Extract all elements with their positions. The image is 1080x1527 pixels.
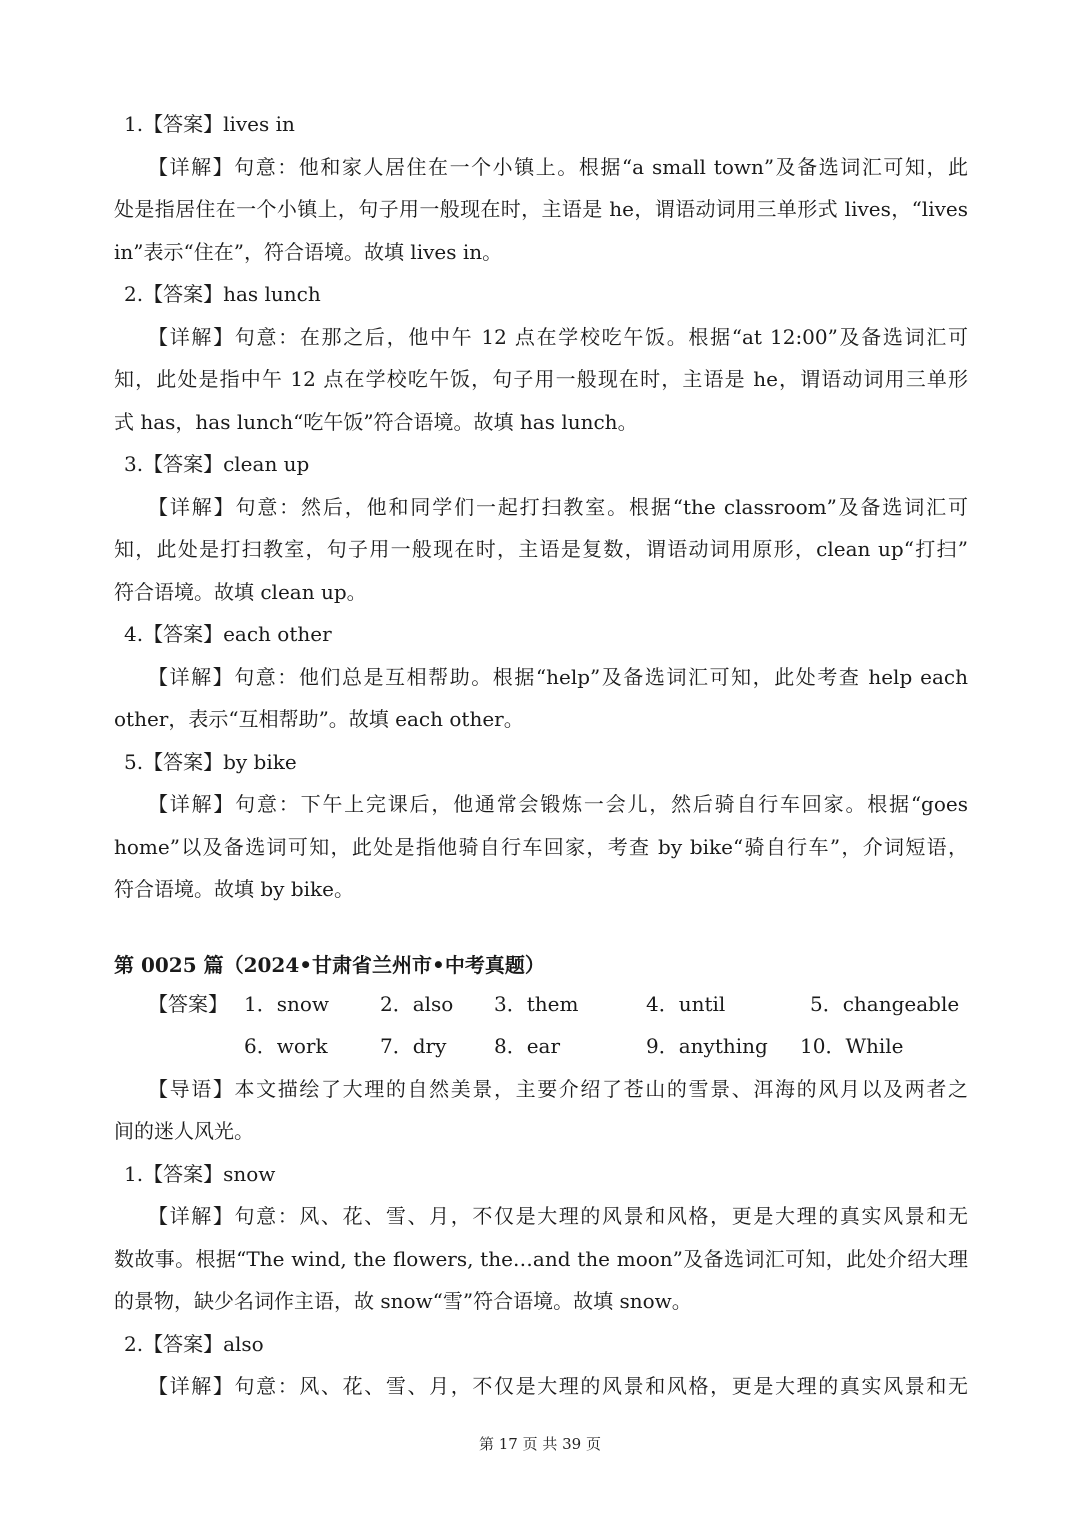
answer-key-item: 2．also	[380, 992, 454, 1016]
text-line: 5.【答案】by bike	[124, 750, 297, 774]
text-line: 2.【答案】has lunch	[124, 282, 321, 306]
text-line: 式 has，has lunch“吃午饭”符合语境。故填 has lunch。	[114, 410, 638, 434]
text-line: 【详解】句意：下午上完课后，他通常会锻炼一会儿，然后骑自行车回家。根据“goes	[148, 792, 968, 816]
answer-key-item: 7．dry	[380, 1034, 447, 1058]
text-line: 1.【答案】snow	[124, 1162, 276, 1186]
text-line: 知，此处是打扫教室，句子用一般现在时，主语是复数，谓语动词用原形，clean up“打扫”	[114, 537, 968, 561]
text-line: 符合语境。故填 clean up。	[114, 580, 367, 604]
text-line: other，表示“互相帮助”。故填 each other。	[114, 707, 524, 731]
text-line: 【详解】句意：风、花、雪、月，不仅是大理的风景和风格，更是大理的真实风景和无	[148, 1374, 968, 1398]
answer-key-item: 4．until	[646, 992, 726, 1016]
text-line: 知，此处是指中午 12 点在学校吃午饭，句子用一般现在时，主语是 he，谓语动词用三单形	[114, 367, 968, 391]
text-line: 4.【答案】each other	[124, 622, 332, 646]
text-line: 的景物，缺少名词作主语，故 snow“雪”符合语境。故填 snow。	[114, 1289, 692, 1313]
answer-key-label: 【答案】	[148, 992, 228, 1016]
text-line: in”表示“住在”，符合语境。故填 lives in。	[114, 240, 503, 264]
text-line: 【详解】句意：风、花、雪、月，不仅是大理的风景和风格，更是大理的真实风景和无	[148, 1204, 968, 1228]
answer-key-item: 6．work	[244, 1034, 328, 1058]
text-line: 【详解】句意：他和家人居住在一个小镇上。根据“a small town”及备选词汇可知，此	[148, 155, 968, 179]
text-line: 处是指居住在一个小镇上，句子用一般现在时，主语是 he，谓语动词用三单形式 lives，“lives	[114, 197, 968, 221]
text-line: 2.【答案】also	[124, 1332, 264, 1356]
text-line: 【详解】句意：在那之后，他中午 12 点在学校吃午饭。根据“at 12:00”及备选词汇可	[148, 325, 968, 349]
section-title: 第 0025 篇（2024•甘肃省兰州市•中考真题）	[114, 953, 545, 977]
text-line: home”以及备选词可知，此处是指他骑自行车回家，考查 by bike“骑自行车”，介词短语，	[114, 835, 968, 859]
answer-key-item: 10．While	[800, 1034, 904, 1058]
page-footer: 第 17 页 共 39 页	[478, 1435, 601, 1453]
answer-key-item: 1．snow	[244, 992, 330, 1016]
answer-key-item: 5．changeable	[810, 992, 960, 1016]
text-line: 【详解】句意：然后，他和同学们一起打扫教室。根据“the classroom”及备选词汇可	[148, 495, 968, 519]
text-line: 3.【答案】clean up	[124, 452, 310, 476]
text-line: 【导语】本文描绘了大理的自然美景，主要介绍了苍山的雪景、洱海的风月以及两者之	[148, 1077, 968, 1101]
text-line: 【详解】句意：他们总是互相帮助。根据“help”及备选词汇可知，此处考查 help each	[148, 665, 968, 689]
text-line: 数故事。根据“The wind, the flowers, the…and the moon”及备选词汇可知，此处介绍大理	[114, 1247, 968, 1271]
answer-key-item: 9．anything	[646, 1034, 768, 1058]
answer-key-item: 3．them	[494, 992, 579, 1016]
text-line: 1.【答案】lives in	[124, 112, 295, 136]
text-line: 间的迷人风光。	[114, 1119, 254, 1143]
answer-key-item: 8．ear	[494, 1034, 561, 1058]
text-line: 符合语境。故填 by bike。	[114, 877, 354, 901]
